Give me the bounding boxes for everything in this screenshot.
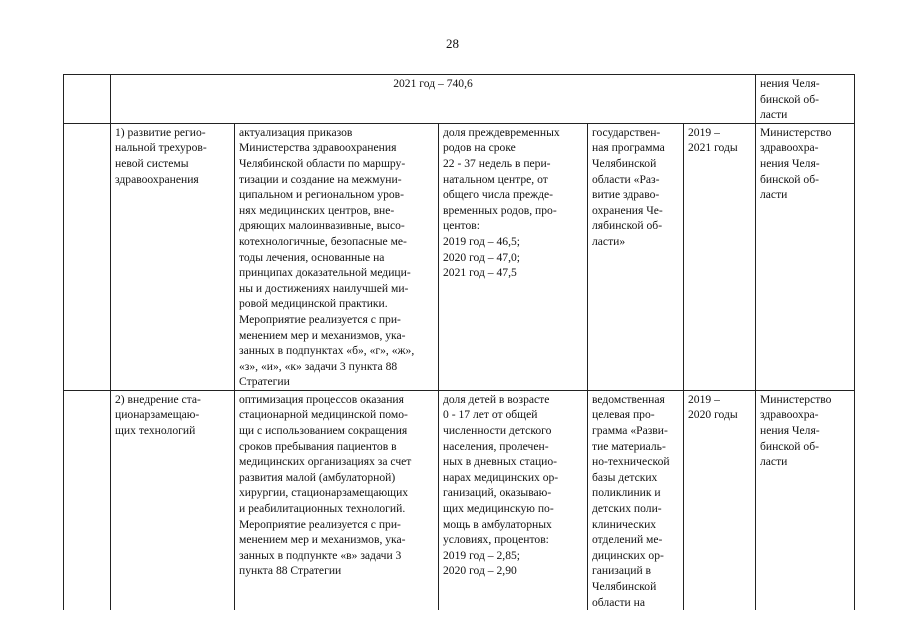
text-line: Стратегии [239, 375, 290, 389]
text-line: щих технологий [115, 424, 196, 438]
program-cell [588, 390, 684, 610]
text-line: щи с использованием сокращения [239, 424, 408, 438]
responsible-cell [756, 390, 855, 610]
text-line: 2019 – [688, 392, 720, 406]
text-line: ласти [760, 455, 788, 469]
text-line: базы детских [592, 470, 658, 484]
row-number-cell [64, 123, 111, 390]
text-line: Министерство [760, 125, 832, 139]
text-line: грамма «Разви- [592, 424, 668, 438]
text-line: витие здраво- [592, 188, 660, 202]
text-line: Министерства здравоохранения [239, 141, 397, 155]
text-line: доля преждевременных [443, 125, 560, 139]
text-line: ципальном и региональном уров- [239, 188, 405, 202]
text-line: детских поли- [592, 502, 662, 516]
text-line: родов на сроке [443, 141, 516, 155]
text-line: государствен- [592, 125, 661, 139]
text-line: ганизаций, оказываю- [443, 486, 552, 500]
text-line: медицинских организациях за счет [239, 455, 412, 469]
text-line: занных в подпункте «в» задачи 3 [239, 548, 402, 562]
row-number-cell [64, 75, 111, 124]
text-line: клинических [592, 517, 657, 531]
text-line: менением мер и механизмов, ука- [239, 328, 406, 342]
text-line: натальном центре, от [443, 172, 548, 186]
text-line: отделений ме- [592, 533, 663, 547]
responsible-cell [756, 75, 855, 124]
text-line: нарах медицинских ор- [443, 470, 559, 484]
text-line: нях медицинских центров, вне- [239, 203, 395, 217]
text-line: лябинской об- [592, 219, 663, 233]
text-line: 2) внедрение ста- [115, 392, 201, 406]
indicator-value: 2019 год – 2,85; [443, 548, 521, 562]
period-cell [684, 123, 756, 390]
text-line: ласти» [592, 234, 626, 248]
text-line: щих медицинскую по- [443, 502, 554, 516]
measure-cell [235, 390, 439, 610]
text-line: ганизаций в [592, 564, 652, 578]
text-line: мощь в амбулаторных [443, 517, 552, 531]
measure-cell [235, 123, 439, 390]
merged-value-text: 2021 год – 740,6 [393, 77, 473, 90]
text-line: нения Челя- [760, 77, 820, 90]
text-line: «з», «и», «к» задачи 3 пункта 88 [239, 359, 398, 373]
text-line: Министерство [760, 392, 832, 406]
indicator-cell [439, 390, 588, 610]
text-line: актуализация приказов [239, 125, 353, 139]
text-line: поликлиник и [592, 486, 661, 500]
text-line: тизации и создание на межмуни- [239, 172, 402, 186]
text-line: Мероприятие реализуется с при- [239, 312, 401, 326]
text-line: принципах доказательной медици- [239, 266, 411, 280]
text-line: оптимизация процессов оказания [239, 392, 404, 406]
text-line: ционарзамещаю- [115, 408, 200, 422]
text-line: временных родов, про- [443, 203, 557, 217]
text-line: дицинских ор- [592, 548, 664, 562]
text-line: менением мер и механизмов, ука- [239, 533, 406, 547]
text-line: Челябинской [592, 156, 657, 170]
text-line: бинской об- [760, 439, 819, 453]
text-line: стационарной медицинской помо- [239, 408, 408, 422]
text-line: 2020 годы [688, 408, 738, 422]
text-line: населения, пролечен- [443, 439, 549, 453]
text-line: невой системы [115, 156, 189, 170]
text-line: нальной трехуров- [115, 141, 207, 155]
text-line: 0 - 17 лет от общей [443, 408, 538, 422]
text-line: общего числа прежде- [443, 188, 554, 202]
text-line: но-технической [592, 455, 670, 469]
text-line: здравоохра- [760, 408, 819, 422]
text-line: бинской об- [760, 172, 819, 186]
text-line: тие материаль- [592, 439, 666, 453]
text-line: нения Челя- [760, 424, 820, 438]
text-line: области на [592, 595, 646, 609]
text-line: условиях, процентов: [443, 533, 549, 547]
text-line: развития малой (амбулаторной) [239, 470, 396, 484]
text-line: занных в подпунктах «б», «г», «ж», [239, 344, 415, 358]
text-line: ровой медицинской практики. [239, 297, 388, 311]
text-line: Мероприятие реализуется с при- [239, 517, 401, 531]
task-cell [111, 390, 235, 610]
text-line: бинской об- [760, 92, 819, 106]
text-line: здравоохра- [760, 141, 819, 155]
text-line: котехнологичные, безопасные ме- [239, 234, 407, 248]
text-line: тоды лечения, основанные на [239, 250, 385, 264]
page-number: 28 [446, 36, 459, 51]
text-line: охранения Че- [592, 203, 663, 217]
merged-value-cell [111, 75, 756, 124]
text-line: 2021 годы [688, 141, 738, 155]
text-line: 1) развитие регио- [115, 125, 206, 139]
table-row [64, 390, 855, 610]
table-row [64, 75, 855, 124]
text-line: численности детского [443, 424, 552, 438]
text-line: ласти [760, 108, 788, 122]
text-line: ведомственная [592, 392, 665, 406]
text-line: 22 - 37 недель в пери- [443, 156, 551, 170]
indicator-value: 2019 год – 46,5; [443, 234, 521, 248]
text-line: нения Челя- [760, 156, 820, 170]
text-line: Челябинской [592, 580, 657, 593]
text-line: ная программа [592, 141, 665, 155]
text-line: ных в дневных стацио- [443, 455, 558, 469]
program-cell [588, 123, 684, 390]
indicator-value: 2020 год – 2,90 [443, 564, 517, 578]
text-line: целевая про- [592, 408, 655, 422]
text-line: дряющих малоинвазивные, высо- [239, 219, 405, 233]
text-line: ласти [760, 188, 788, 202]
indicator-value: 2020 год – 47,0; [443, 250, 521, 264]
responsible-cell [756, 123, 855, 390]
text-line: области «Раз- [592, 172, 660, 186]
text-line: и реабилитационных технологий. [239, 502, 406, 516]
text-line: сроков пребывания пациентов в [239, 439, 397, 453]
indicator-cell [439, 123, 588, 390]
indicator-value: 2021 год – 47,5 [443, 266, 517, 280]
text-line: Челябинской области по маршру- [239, 156, 406, 170]
text-line: пункта 88 Стратегии [239, 564, 342, 578]
text-line: 2019 – [688, 125, 720, 139]
text-line: здравоохранения [115, 172, 199, 186]
table-row [64, 123, 855, 390]
task-cell [111, 123, 235, 390]
row-number-cell [64, 390, 111, 610]
strategy-measures-table [63, 74, 855, 610]
text-line: ны и достижениях наилучшей ми- [239, 281, 409, 295]
text-line: хирургии, стационарзамещающих [239, 486, 409, 500]
text-line: центов: [443, 219, 480, 233]
period-cell [684, 390, 756, 610]
text-line: доля детей в возрасте [443, 392, 550, 406]
